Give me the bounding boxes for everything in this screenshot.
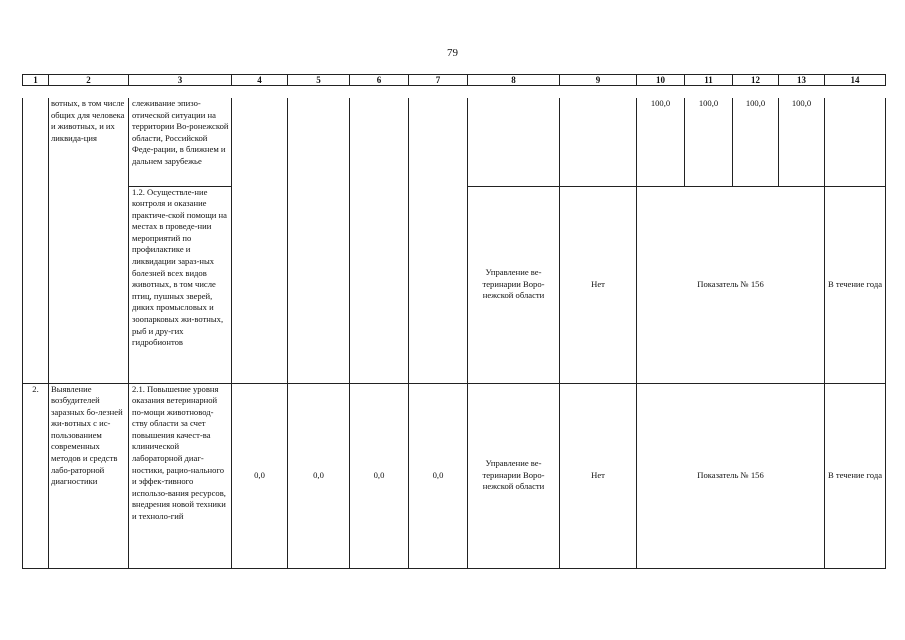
- row1-col9: [560, 98, 637, 186]
- header-col-2: 2: [49, 75, 129, 86]
- row1-col8: [468, 98, 560, 186]
- row3-col6: 0,0: [350, 383, 409, 568]
- row1-col13: 100,0: [779, 98, 825, 186]
- row3-measure-name: Выявление возбудителей заразных бо-лезней жи-вотных с ис-пользованием современных методов и средств лабо-раторной диагностики: [49, 383, 129, 568]
- header-col-12: 12: [733, 75, 779, 86]
- header-col-7: 7: [409, 75, 468, 86]
- page-number: 79: [447, 47, 458, 59]
- header-col-11: 11: [685, 75, 733, 86]
- row3-col7: 0,0: [409, 383, 468, 568]
- header-row: [23, 75, 886, 86]
- row1-col14: [825, 98, 886, 186]
- row2-indicator: Показатель № 156: [637, 186, 825, 383]
- row1-col12: 100,0: [733, 98, 779, 186]
- row1-col1: [23, 98, 49, 383]
- row2-submeasure: 1.2. Осуществле-ние контроля и оказание практиче-ской помощи на местах в проведе-нии мероприятий по профилактике и ликвидации зараз-ных болезней всех видов животных, в том числе птиц, пушных зверей, диких промысловых и зоопарковых жи-вотных, рыб и дру-гих гидробионтов: [129, 186, 232, 383]
- row2-responsible: Управление ве-теринарии Воро-нежской области: [468, 186, 560, 383]
- header-col-3: 3: [129, 75, 232, 86]
- row1-col5: [288, 98, 350, 383]
- header-col-1: 1: [23, 75, 49, 86]
- row1-measure-name: вотных, в том числе общих для человека и животных, и их ликвида-ция: [49, 98, 129, 383]
- row3-col4: 0,0: [232, 383, 288, 568]
- row1-col10: 100,0: [637, 98, 685, 186]
- row3-indicator: Показатель № 156: [637, 383, 825, 568]
- row3-deadline: В течение года: [825, 383, 886, 568]
- header-col-6: 6: [350, 75, 409, 86]
- header-col-8: 8: [468, 75, 560, 86]
- row2-col9: Нет: [560, 186, 637, 383]
- row1-col4: [232, 98, 288, 383]
- header-col-13: 13: [779, 75, 825, 86]
- measures-table: [22, 98, 886, 569]
- row3-col9: Нет: [560, 383, 637, 568]
- row3-submeasure: 2.1. Повышение уровня оказания ветеринарной по-мощи животновод-ству области за счет повышения качест-ва клинической лабораторной диаг-ностики, рацио-нального и эффек-тивного использо-вания ресурсов, внедрения новой техники и техноло-гий: [129, 383, 232, 568]
- row2-deadline: В течение года: [825, 186, 886, 383]
- table-row: [23, 98, 886, 186]
- row1-submeasure: слеживание эпизо-отической ситуации на территории Во-ронежской области, Российской Феде-рации, в ближнем и дальнем зарубежье: [129, 98, 232, 186]
- row1-col11: 100,0: [685, 98, 733, 186]
- row1-col7: [409, 98, 468, 383]
- header-col-4: 4: [232, 75, 288, 86]
- header-table: [22, 74, 886, 86]
- row1-col6: [350, 98, 409, 383]
- header-col-10: 10: [637, 75, 685, 86]
- header-col-5: 5: [288, 75, 350, 86]
- row3-number: 2.: [23, 383, 49, 568]
- row3-responsible: Управление ве-теринарии Воро-нежской области: [468, 383, 560, 568]
- table-row: [23, 383, 886, 568]
- row3-col5: 0,0: [288, 383, 350, 568]
- header-col-9: 9: [560, 75, 637, 86]
- header-col-14: 14: [825, 75, 886, 86]
